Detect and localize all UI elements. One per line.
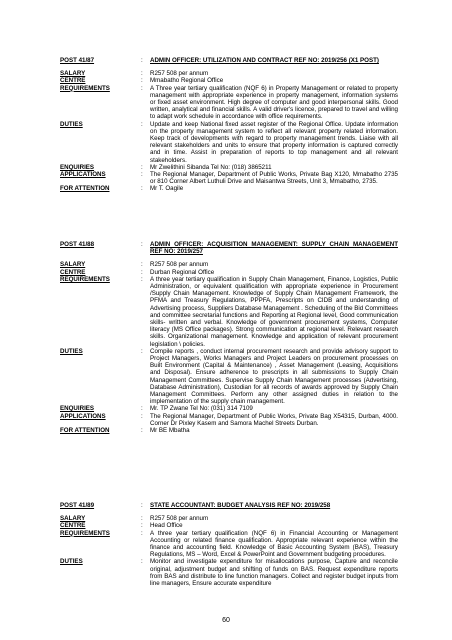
field-label: SALARY bbox=[60, 261, 86, 269]
post-header: POST 41/88 : ADMIN OFFICER: ACQUISITION MANAGEMENT: SUPPLY CHAIN MANAGEMENT REF NO: 2019/257 bbox=[60, 241, 398, 256]
field-for-attention: FOR ATTENTION : Mr T. Oagile bbox=[60, 185, 398, 192]
field-value: R257 508 per annum bbox=[150, 261, 209, 269]
field-salary: SALARY : R257 508 per annum bbox=[60, 70, 398, 77]
field-label: CENTRE bbox=[60, 522, 86, 530]
field-value: Mr. TP Zwane Tel No: (031) 314 7109 bbox=[150, 405, 253, 413]
field-applications: APPLICATIONS : The Regional Manager, Department of Public Works, Private Bag X120, Mmabatho 2735 or 810 Corner Albert Luthuli Drive and Maisantwa Streets, Unit 3, Mmabatho, 2735. bbox=[60, 171, 398, 186]
field-value: Mr T. Oagile bbox=[150, 185, 184, 193]
post-41-89 bbox=[60, 502, 398, 587]
field-value: R257 508 per annum bbox=[150, 515, 209, 523]
field-value: Compile reports , conduct internal procurement research and provide advisory support to Project Managers, Works Managers and Project Leaders on procurement processes on Built Environment (Capital & Maintenance) , Asset Management (Leasing, Acquisitions and Disposal). Ensure adherence to prescripts in all submissions to Supply Chain Management Committees. Supervise Supply Chain Management processes (Advertising, Database Administration), Custodian for all records of awards approved by Supply Chain Management Committees. Perform any other assigned duties in relation to the implementation of the supply chain management. bbox=[150, 347, 398, 406]
field-label: FOR ATTENTION bbox=[60, 185, 110, 193]
field-requirements: REQUIREMENTS : A three year tertiary qualification (NQF 6) in Financial Accounting or Management Accounting or related finance qualification. Appropriate relevant experience within the finance and accounting field. Knowledge of Basic Accounting System (BAS), Treasury Regulations, MS – Word, Excel & PowerPoint and Government budgeting procedures. bbox=[60, 529, 398, 559]
field-for-attention: FOR ATTENTION : Mr BE Mbatha bbox=[60, 427, 398, 434]
field-label: ENQUIRIES bbox=[60, 163, 95, 171]
field-label: FOR ATTENTION bbox=[60, 427, 110, 435]
field-value: The Regional Manager, Department of Public Works, Private Bag X54315, Durban, 4000. Corner Dr Pixley Kasem and Samora Machel Streets Durban. bbox=[150, 412, 398, 427]
field-applications: APPLICATIONS : The Regional Manager, Department of Public Works, Private Bag X54315, Durban, 4000. Corner Dr Pixley Kasem and Samora Machel Streets Durban. bbox=[60, 412, 398, 427]
field-label: SALARY bbox=[60, 70, 86, 78]
post-code: POST 41/89 bbox=[60, 502, 95, 509]
field-value: Mmabatho Regional Office bbox=[150, 77, 224, 85]
field-label: DUTIES bbox=[60, 120, 83, 128]
field-duties: DUTIES : Monitor and investigate expenditure for misallocations purpose, Capture and reconcile original, adjustment budget and shifting of funds on BAS. Request expenditure reports from BAS and distribute to line function managers. Collect and register budget inputs from line managers, Ensure accurate expenditure bbox=[60, 558, 398, 588]
post-header: POST 41/87 : ADMIN OFFICER: UTILIZATION AND CONTRACT REF NO: 2019/256 (X1 POST) bbox=[60, 57, 398, 64]
field-label: REQUIREMENTS bbox=[60, 84, 110, 92]
field-value: R257 508 per annum bbox=[150, 70, 209, 78]
post-code: POST 41/87 bbox=[60, 57, 95, 64]
field-centre: CENTRE : Head Office bbox=[60, 522, 398, 529]
field-salary: SALARY : R257 508 per annum bbox=[60, 261, 398, 268]
field-label: CENTRE bbox=[60, 268, 86, 276]
post-title: ADMIN OFFICER: UTILIZATION AND CONTRACT REF NO: 2019/256 (X1 POST) bbox=[150, 57, 379, 64]
post-code: POST 41/88 bbox=[60, 241, 95, 248]
field-value: A Three year tertiary qualification (NQF 6) in Property Management or related to property management with appropriate experience in property management, information systems or fixed asset environment. High degree of computer and good interpersonal skills. Good written, analytical and financial skills. A valid driver's licence, prepared to travel and willing to adapt work schedule in accordance with office requirements. bbox=[150, 84, 398, 121]
field-duties: DUTIES : Compile reports , conduct internal procurement research and provide advisory support to Project Managers, Works Managers and Project Leaders on procurement processes on Built Environment (Capital & Maintenance) , Asset Management (Leasing, Acquisitions and Disposal). Ensure adherence to prescripts in all submissions to Supply Chain Management Committees. Supervise Supply Chain Management processes (Advertising, Database Administration), Custodian for all records of awards approved by Supply Chain Management Committees. Perform any other assigned duties in relation to the implementation of the supply chain management. bbox=[60, 347, 398, 406]
field-requirements: REQUIREMENTS : A Three year tertiary qualification (NQF 6) in Property Management or related to property management with appropriate experience in property management, information systems or fixed asset environment. High degree of computer and good interpersonal skills. Good written, analytical and financial skills. A valid driver's licence, prepared to travel and willing to adapt work schedule in accordance with office requirements. bbox=[60, 84, 398, 121]
field-value: Monitor and investigate expenditure for misallocations purpose, Capture and reconcile original, adjustment budget and shifting of funds on BAS. Request expenditure reports from BAS and distribute to line function managers. Collect and register budget inputs from line managers, Ensure accurate expenditure bbox=[150, 558, 398, 588]
field-value: A three year tertiary qualification in Supply Chain Management, Finance, Logistics, Public Administration, or equivalent qualification with appropriate experience in Procurement /Supply Chain Management. Knowledge of Supply Chain Management Framework, the PFMA and Treasury Regulations, PPPFA, Prescripts on CIDB and understanding of Advertising process, Suppliers Database Management . Scheduling of the Bid Committees and committee secretarial functions and Reporting at Regional level, Good communication skills- written and verbal. Knowledge of government procurement systems, Computer literacy (MS Office packages). Strong communication at regional level. Relevant research skills. Organizational management. Knowledge and application of relevant procurement legislation \ policies. bbox=[150, 275, 398, 348]
field-label: APPLICATIONS bbox=[60, 412, 106, 420]
post-41-87 bbox=[60, 57, 398, 193]
field-value: Durban Regional Office bbox=[150, 268, 215, 276]
post-title: ADMIN OFFICER: ACQUISITION MANAGEMENT: SUPPLY CHAIN MANAGEMENT REF NO: 2019/257 bbox=[150, 241, 398, 256]
field-centre: CENTRE : Durban Regional Office bbox=[60, 269, 398, 276]
field-salary: SALARY : R257 508 per annum bbox=[60, 515, 398, 522]
field-enquiries: ENQUIRIES : Mr Zwelithini Sibanda Tel No: (018) 3865211 bbox=[60, 164, 398, 171]
page-number: 60 bbox=[222, 617, 230, 624]
field-label: SALARY bbox=[60, 515, 86, 523]
field-duties: DUTIES : Update and keep National fixed asset register of the Regional Office. Update information on the property management system to reflect all relevant property related information. Keep track of developments with regard to property management trends. Liaise with all relevant stakeholders and units to ensure that property information is captured correctly and in time. Assist in preparation of reports to top management and all relevant stakeholders. bbox=[60, 120, 398, 164]
field-value: Mr Zwelithini Sibanda Tel No: (018) 3865211 bbox=[150, 163, 272, 171]
field-value: Head Office bbox=[150, 522, 183, 530]
field-label: REQUIREMENTS bbox=[60, 529, 110, 537]
field-value: The Regional Manager, Department of Public Works, Private Bag X120, Mmabatho 2735 or 810 Corner Albert Luthuli Drive and Maisantwa Streets, Unit 3, Mmabatho, 2735. bbox=[150, 171, 398, 186]
field-centre: CENTRE : Mmabatho Regional Office bbox=[60, 77, 398, 84]
field-label: ENQUIRIES bbox=[60, 405, 95, 413]
field-label: REQUIREMENTS bbox=[60, 275, 110, 283]
field-label: DUTIES bbox=[60, 347, 83, 355]
post-41-88 bbox=[60, 241, 398, 434]
field-requirements: REQUIREMENTS : A three year tertiary qualification in Supply Chain Management, Finance, Logistics, Public Administration, or equivalent qualification with appropriate experience in Procurement /Supply Chain Management. Knowledge of Supply Chain Management Framework, the PFMA and Treasury Regulations, PPPFA, Prescripts on CIDB and understanding of Advertising process, Suppliers Database Management . Scheduling of the Bid Committees and committee secretarial functions and Reporting at Regional level, Good communication skills- written and verbal. Knowledge of government procurement systems, Computer literacy (MS Office packages). Strong communication at regional level. Relevant research skills. Organizational management. Knowledge and application of relevant procurement legislation \ policies. bbox=[60, 275, 398, 348]
field-label: CENTRE bbox=[60, 77, 86, 85]
post-header: POST 41/89 : STATE ACCOUNTANT: BUDGET ANALYSIS REF NO: 2019/258 bbox=[60, 502, 398, 509]
field-enquiries: ENQUIRIES : Mr. TP Zwane Tel No: (031) 314 7109 bbox=[60, 405, 398, 412]
post-title: STATE ACCOUNTANT: BUDGET ANALYSIS REF NO: 2019/258 bbox=[150, 502, 331, 509]
field-label: APPLICATIONS bbox=[60, 171, 106, 179]
field-value: A three year tertiary qualification (NQF 6) in Financial Accounting or Management Accounting or related finance qualification. Appropriate relevant experience within the finance and accounting field. Knowledge of Basic Accounting System (BAS), Treasury Regulations, MS – Word, Excel & PowerPoint and Government budgeting procedures. bbox=[150, 529, 398, 559]
field-label: DUTIES bbox=[60, 558, 83, 566]
field-value: Update and keep National fixed asset register of the Regional Office. Update information on the property management system to reflect all relevant property related information. Keep track of developments with regard to property management trends. Liaise with all relevant stakeholders and units to ensure that property information is captured correctly and in time. Assist in preparation of reports to top management and all relevant stakeholders. bbox=[150, 120, 398, 164]
field-value: Mr BE Mbatha bbox=[150, 427, 190, 435]
